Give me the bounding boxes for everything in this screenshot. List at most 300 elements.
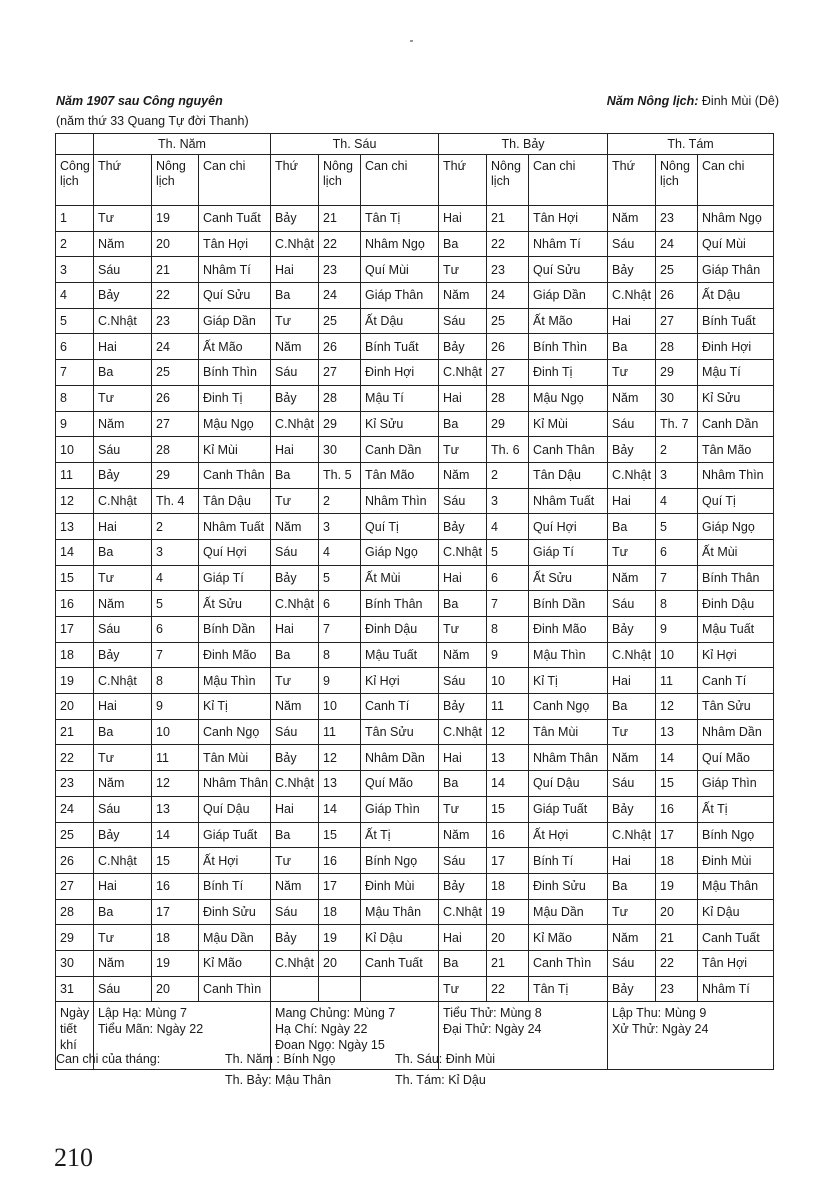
canchi-cell: Kỉ Sửu — [361, 411, 439, 437]
canchi-cell: Canh Dần — [698, 411, 774, 437]
lunar-date-header: Nông lịch — [319, 155, 361, 206]
canchi-cell: Canh Thìn — [529, 950, 608, 976]
lunar-date-cell: Th. 6 — [487, 437, 529, 463]
lunar-date-cell: 23 — [487, 257, 529, 283]
lunar-date-cell: 6 — [152, 617, 199, 643]
canchi-cell — [361, 976, 439, 1002]
canchi-cell: Nhâm Thân — [529, 745, 608, 771]
weekday-cell: Ba — [271, 822, 319, 848]
weekday-cell: Tư — [271, 668, 319, 694]
canchi-cell: Ất Hợi — [529, 822, 608, 848]
weekday-cell: Năm — [439, 642, 487, 668]
lunar-date-cell: 24 — [487, 283, 529, 309]
lunar-date-cell: 27 — [487, 360, 529, 386]
weekday-cell: Tư — [439, 257, 487, 283]
solar-date-cell: 5 — [56, 308, 94, 334]
canchi-cell: Bính Thân — [698, 565, 774, 591]
canchi-cell: Giáp Ngọ — [698, 514, 774, 540]
canchi-cell: Bính Thân — [361, 591, 439, 617]
weekday-cell: Năm — [608, 745, 656, 771]
corner-cell — [56, 134, 94, 155]
weekday-cell: Bảy — [271, 925, 319, 951]
weekday-cell: Tư — [94, 745, 152, 771]
lunar-date-cell: 28 — [487, 385, 529, 411]
weekday-cell: Hai — [271, 617, 319, 643]
canchi-cell: Tân Hợi — [529, 206, 608, 232]
lunar-date-cell: 19 — [487, 899, 529, 925]
lunar-date-cell: 15 — [487, 796, 529, 822]
weekday-cell: Tư — [271, 308, 319, 334]
solar-date-cell: 31 — [56, 976, 94, 1002]
weekday-cell: Sáu — [94, 976, 152, 1002]
weekday-header: Thứ — [439, 155, 487, 206]
lunar-date-cell: 13 — [152, 796, 199, 822]
canchi-cell: Tân Dậu — [529, 462, 608, 488]
solar-date-cell: 21 — [56, 719, 94, 745]
canchi-cell: Nhâm Dần — [698, 719, 774, 745]
canchi-cell: Giáp Tí — [199, 565, 271, 591]
weekday-cell: Ba — [94, 539, 152, 565]
lunar-date-cell: 16 — [319, 848, 361, 874]
lunar-date-cell: 17 — [319, 873, 361, 899]
solar-term: Xử Thử: Ngày 24 — [612, 1022, 709, 1037]
lunar-date-cell: 3 — [656, 462, 698, 488]
solar-date-cell: 6 — [56, 334, 94, 360]
weekday-cell: Ba — [439, 231, 487, 257]
month-header-row — [56, 134, 774, 155]
table-row — [56, 360, 774, 386]
canchi-cell: Đinh Sửu — [529, 873, 608, 899]
lunar-date-cell: 9 — [487, 642, 529, 668]
canchi-cell: Bính Ngọ — [361, 848, 439, 874]
lunar-date-cell: 9 — [152, 694, 199, 720]
lunar-date-cell: 26 — [319, 334, 361, 360]
table-row — [56, 231, 774, 257]
canchi-cell: Canh Tí — [361, 694, 439, 720]
canchi-cell: Bính Tuất — [698, 308, 774, 334]
weekday-cell: Bảy — [439, 873, 487, 899]
weekday-cell: Ba — [608, 334, 656, 360]
solar-date-cell: 22 — [56, 745, 94, 771]
lunar-date-cell: 25 — [487, 308, 529, 334]
weekday-cell: Hai — [439, 385, 487, 411]
canchi-cell: Mậu Thìn — [529, 642, 608, 668]
canchi-cell: Đinh Hợi — [698, 334, 774, 360]
lunar-date-cell: Th. 4 — [152, 488, 199, 514]
table-row — [56, 565, 774, 591]
weekday-cell: Hai — [94, 334, 152, 360]
lunar-date-cell: 14 — [152, 822, 199, 848]
weekday-cell: C.Nhật — [94, 488, 152, 514]
solar-date-cell: 19 — [56, 668, 94, 694]
weekday-cell: Hai — [439, 925, 487, 951]
lunar-date-cell: 6 — [487, 565, 529, 591]
solar-date-cell: 23 — [56, 771, 94, 797]
canchi-cell: Nhâm Ngọ — [698, 206, 774, 232]
canchi-cell: Kỉ Mùi — [529, 411, 608, 437]
table-row — [56, 694, 774, 720]
weekday-cell: Năm — [94, 231, 152, 257]
weekday-cell: Bảy — [94, 283, 152, 309]
lunar-date-cell: 21 — [487, 206, 529, 232]
canchi-cell: Mậu Tuất — [698, 617, 774, 643]
canchi-cell: Giáp Tuất — [529, 796, 608, 822]
weekday-cell: Năm — [94, 411, 152, 437]
lunar-date-cell: 19 — [656, 873, 698, 899]
lunar-date-cell: 16 — [487, 822, 529, 848]
canchi-header: Can chi — [529, 155, 608, 206]
weekday-cell: Năm — [608, 385, 656, 411]
weekday-cell: C.Nhật — [271, 231, 319, 257]
lunar-date-cell: 20 — [152, 976, 199, 1002]
weekday-cell: Hai — [608, 668, 656, 694]
canchi-cell: Quí Hợi — [529, 514, 608, 540]
table-row — [56, 437, 774, 463]
solar-date-cell: 10 — [56, 437, 94, 463]
weekday-cell: Sáu — [94, 796, 152, 822]
weekday-cell: Bảy — [608, 796, 656, 822]
weekday-cell: C.Nhật — [439, 719, 487, 745]
weekday-cell: C.Nhật — [439, 360, 487, 386]
canchi-cell: Tân Tị — [529, 976, 608, 1002]
lunar-date-cell: 8 — [656, 591, 698, 617]
lunar-date-cell: 14 — [656, 745, 698, 771]
solar-date-cell: 2 — [56, 231, 94, 257]
lunar-date-cell: 12 — [152, 771, 199, 797]
lunar-date-header: Nông lịch — [487, 155, 529, 206]
weekday-cell: Năm — [94, 950, 152, 976]
canchi-cell: Canh Tuất — [199, 206, 271, 232]
weekday-cell: Ba — [271, 462, 319, 488]
weekday-header: Thứ — [608, 155, 656, 206]
lunar-year-title — [607, 94, 779, 108]
lunar-date-cell: 14 — [319, 796, 361, 822]
solar-term: Tiểu Mãn: Ngày 22 — [98, 1022, 204, 1037]
canchi-cell: Kỉ Tị — [529, 668, 608, 694]
solar-date-cell: 9 — [56, 411, 94, 437]
canchi-cell: Bính Dần — [199, 617, 271, 643]
canchi-cell: Đinh Mão — [529, 617, 608, 643]
lunar-date-cell: 5 — [487, 539, 529, 565]
lunar-date-cell: 10 — [319, 694, 361, 720]
table-row — [56, 257, 774, 283]
solar-term: Hạ Chí: Ngày 22 — [275, 1022, 368, 1037]
lunar-date-cell: 23 — [656, 206, 698, 232]
solar-term: Lập Thu: Mùng 9 — [612, 1006, 707, 1021]
month-header: Th. Năm — [94, 134, 271, 155]
canchi-cell: Kỉ Hợi — [698, 642, 774, 668]
lunar-date-cell: 28 — [656, 334, 698, 360]
weekday-cell: Ba — [608, 873, 656, 899]
canchi-cell: Bính Thìn — [529, 334, 608, 360]
canchi-cell: Giáp Thân — [698, 257, 774, 283]
canchi-cell: Tân Mùi — [529, 719, 608, 745]
canchi-cell: Ất Tị — [361, 822, 439, 848]
canchi-cell: Tân Dậu — [199, 488, 271, 514]
canchi-cell: Nhâm Tí — [529, 231, 608, 257]
lunar-date-cell: 17 — [152, 899, 199, 925]
weekday-cell: Ba — [94, 899, 152, 925]
canchi-cell: Kỉ Sửu — [698, 385, 774, 411]
solar-date-cell: 16 — [56, 591, 94, 617]
weekday-cell: Hai — [271, 437, 319, 463]
lunar-date-cell: 8 — [319, 642, 361, 668]
lunar-date-cell: 12 — [487, 719, 529, 745]
lunar-date-cell: 3 — [319, 514, 361, 540]
canchi-cell: Kỉ Mùi — [199, 437, 271, 463]
lunar-date-cell: 18 — [487, 873, 529, 899]
lunar-date-cell: 5 — [152, 591, 199, 617]
canchi-cell: Bính Tí — [199, 873, 271, 899]
canchi-cell: Giáp Dần — [199, 308, 271, 334]
table-row — [56, 462, 774, 488]
lunar-date-cell: 2 — [319, 488, 361, 514]
lunar-date-cell: 22 — [656, 950, 698, 976]
weekday-cell: C.Nhật — [94, 848, 152, 874]
weekday-header: Thứ — [94, 155, 152, 206]
solar-year-title: Năm 1907 sau Công nguyên — [56, 94, 223, 108]
canchi-cell: Quí Hợi — [199, 539, 271, 565]
solar-date-cell: 4 — [56, 283, 94, 309]
page-number: 210 — [54, 1143, 93, 1172]
lunar-date-cell: Th. 5 — [319, 462, 361, 488]
canchi-header: Can chi — [698, 155, 774, 206]
lunar-date-cell: 20 — [319, 950, 361, 976]
month-header: Th. Bảy — [439, 134, 608, 155]
weekday-cell: Bảy — [271, 745, 319, 771]
table-row — [56, 308, 774, 334]
lunar-date-cell: 10 — [152, 719, 199, 745]
lunar-date-cell: 17 — [656, 822, 698, 848]
lunar-date-cell: 27 — [656, 308, 698, 334]
lunar-date-cell: 13 — [656, 719, 698, 745]
lunar-date-cell: 8 — [487, 617, 529, 643]
canchi-cell: Nhâm Thìn — [361, 488, 439, 514]
lunar-date-cell: 2 — [656, 437, 698, 463]
table-row — [56, 950, 774, 976]
lunar-date-cell: 15 — [319, 822, 361, 848]
weekday-cell: Tư — [439, 617, 487, 643]
solar-date-cell: 27 — [56, 873, 94, 899]
weekday-cell: Hai — [439, 745, 487, 771]
canchi-cell: Tân Mão — [698, 437, 774, 463]
weekday-cell: Hai — [608, 488, 656, 514]
weekday-cell: Bảy — [439, 334, 487, 360]
canchi-cell: Canh Thìn — [199, 976, 271, 1002]
solar-date-cell: 18 — [56, 642, 94, 668]
weekday-cell: Năm — [271, 873, 319, 899]
canchi-cell: Giáp Dần — [529, 283, 608, 309]
weekday-cell: C.Nhật — [271, 771, 319, 797]
weekday-cell: Ba — [271, 283, 319, 309]
table-row — [56, 848, 774, 874]
lunar-date-cell: 11 — [152, 745, 199, 771]
weekday-cell: Ba — [608, 514, 656, 540]
lunar-date-cell: 16 — [152, 873, 199, 899]
lunar-date-cell: 28 — [152, 437, 199, 463]
canchi-cell: Mậu Tuất — [361, 642, 439, 668]
weekday-cell: Sáu — [608, 591, 656, 617]
lunar-date-cell: 29 — [319, 411, 361, 437]
calendar-table — [55, 133, 774, 1070]
canchi-cell: Tân Mão — [361, 462, 439, 488]
weekday-cell: Sáu — [608, 231, 656, 257]
lunar-date-cell: 25 — [656, 257, 698, 283]
weekday-cell: Ba — [94, 360, 152, 386]
weekday-cell: Bảy — [94, 822, 152, 848]
weekday-cell: Hai — [608, 848, 656, 874]
canchi-cell: Tân Hợi — [199, 231, 271, 257]
canchi-cell: Ất Mão — [199, 334, 271, 360]
solar-date-header: Công lịch — [56, 155, 94, 206]
solar-date-cell: 7 — [56, 360, 94, 386]
weekday-cell: Sáu — [439, 668, 487, 694]
canchi-cell: Nhâm Dần — [361, 745, 439, 771]
weekday-cell: Bảy — [94, 462, 152, 488]
canchi-cell: Nhâm Thân — [199, 771, 271, 797]
canchi-cell: Ất Mùi — [698, 539, 774, 565]
solar-terms-cell — [608, 1002, 774, 1070]
canchi-header: Can chi — [199, 155, 271, 206]
canchi-cell: Nhâm Tí — [199, 257, 271, 283]
lunar-date-cell: 29 — [656, 360, 698, 386]
lunar-date-cell: 22 — [487, 976, 529, 1002]
table-row — [56, 822, 774, 848]
weekday-cell: Sáu — [608, 950, 656, 976]
lunar-date-cell: 26 — [656, 283, 698, 309]
canchi-cell: Quí Mão — [698, 745, 774, 771]
lunar-date-cell: 14 — [487, 771, 529, 797]
weekday-cell: Ba — [439, 591, 487, 617]
month-canchi-item: Th. Tám: Kỉ Dậu — [395, 1073, 486, 1087]
lunar-date-cell: 3 — [152, 539, 199, 565]
table-row — [56, 591, 774, 617]
lunar-date-cell: 19 — [319, 925, 361, 951]
solar-date-cell: 12 — [56, 488, 94, 514]
lunar-date-cell: 30 — [319, 437, 361, 463]
lunar-date-cell: 22 — [152, 283, 199, 309]
weekday-cell: Sáu — [271, 539, 319, 565]
canchi-cell: Bính Dần — [529, 591, 608, 617]
solar-date-cell: 14 — [56, 539, 94, 565]
table-row — [56, 745, 774, 771]
reign-note: (năm thứ 33 Quang Tự đời Thanh) — [56, 114, 249, 128]
weekday-cell: Tư — [439, 976, 487, 1002]
solar-date-cell: 30 — [56, 950, 94, 976]
weekday-cell: C.Nhật — [608, 283, 656, 309]
solar-date-cell: 26 — [56, 848, 94, 874]
weekday-cell: Năm — [271, 514, 319, 540]
solar-date-cell: 11 — [56, 462, 94, 488]
solar-date-cell: 3 — [56, 257, 94, 283]
weekday-cell: Tư — [94, 925, 152, 951]
weekday-cell: Năm — [608, 925, 656, 951]
canchi-cell: Kỉ Dậu — [361, 925, 439, 951]
canchi-cell: Quí Tị — [361, 514, 439, 540]
column-header-row — [56, 155, 774, 206]
lunar-date-cell: 19 — [152, 206, 199, 232]
lunar-date-header: Nông lịch — [152, 155, 199, 206]
canchi-cell: Mậu Dần — [529, 899, 608, 925]
solar-term: Tiểu Thử: Mùng 8 — [443, 1006, 542, 1021]
weekday-cell: Sáu — [439, 488, 487, 514]
lunar-date-cell: 10 — [656, 642, 698, 668]
solar-date-cell: 17 — [56, 617, 94, 643]
lunar-year-value: Đinh Mùi (Dê) — [698, 94, 779, 108]
weekday-cell: Bảy — [439, 514, 487, 540]
solar-date-cell: 20 — [56, 694, 94, 720]
canchi-cell: Đinh Sửu — [199, 899, 271, 925]
weekday-cell: Bảy — [608, 617, 656, 643]
lunar-date-cell: 4 — [319, 539, 361, 565]
lunar-date-cell: 20 — [487, 925, 529, 951]
weekday-cell: Tư — [608, 719, 656, 745]
canchi-cell: Nhâm Ngọ — [361, 231, 439, 257]
month-header: Th. Tám — [608, 134, 774, 155]
weekday-cell: Bảy — [271, 206, 319, 232]
weekday-cell: Tư — [439, 796, 487, 822]
lunar-date-cell: 21 — [319, 206, 361, 232]
solar-terms-label: Ngày tiết khí — [56, 1002, 94, 1070]
table-row — [56, 899, 774, 925]
lunar-date-cell: 20 — [656, 899, 698, 925]
solar-term: Đại Thử: Ngày 24 — [443, 1022, 542, 1037]
canchi-cell: Ất Tị — [698, 796, 774, 822]
weekday-cell: Ba — [439, 950, 487, 976]
canchi-cell: Đinh Dậu — [361, 617, 439, 643]
lunar-date-cell: 9 — [656, 617, 698, 643]
solar-date-cell: 25 — [56, 822, 94, 848]
weekday-cell: Năm — [94, 591, 152, 617]
table-row — [56, 976, 774, 1002]
weekday-cell: Sáu — [271, 360, 319, 386]
table-row — [56, 873, 774, 899]
lunar-date-cell: 27 — [319, 360, 361, 386]
table-row — [56, 642, 774, 668]
table-row — [56, 539, 774, 565]
lunar-date-cell: 24 — [319, 283, 361, 309]
lunar-date-cell: 21 — [656, 925, 698, 951]
canchi-cell: Giáp Thìn — [361, 796, 439, 822]
weekday-cell: Năm — [271, 334, 319, 360]
weekday-cell: C.Nhật — [271, 411, 319, 437]
weekday-cell: Tư — [94, 565, 152, 591]
canchi-cell: Canh Ngọ — [199, 719, 271, 745]
lunar-date-cell: 24 — [152, 334, 199, 360]
lunar-date-cell: 15 — [152, 848, 199, 874]
canchi-cell: Giáp Tuất — [199, 822, 271, 848]
lunar-date-cell: 2 — [487, 462, 529, 488]
weekday-cell: Bảy — [271, 385, 319, 411]
lunar-date-cell: 23 — [319, 257, 361, 283]
canchi-cell: Giáp Thìn — [698, 771, 774, 797]
canchi-cell: Ất Dậu — [698, 283, 774, 309]
lunar-date-cell: 15 — [656, 771, 698, 797]
canchi-cell: Ất Sửu — [529, 565, 608, 591]
lunar-date-cell: 7 — [656, 565, 698, 591]
weekday-cell: Bảy — [271, 565, 319, 591]
weekday-cell: Tư — [94, 206, 152, 232]
weekday-cell — [271, 976, 319, 1002]
weekday-cell: Năm — [608, 565, 656, 591]
canchi-cell: Đinh Tị — [199, 385, 271, 411]
canchi-cell: Ất Hợi — [199, 848, 271, 874]
weekday-cell: Hai — [94, 694, 152, 720]
canchi-cell: Bính Ngọ — [698, 822, 774, 848]
canchi-cell: Canh Thân — [529, 437, 608, 463]
lunar-date-cell: 8 — [152, 668, 199, 694]
canchi-cell: Nhâm Thìn — [698, 462, 774, 488]
